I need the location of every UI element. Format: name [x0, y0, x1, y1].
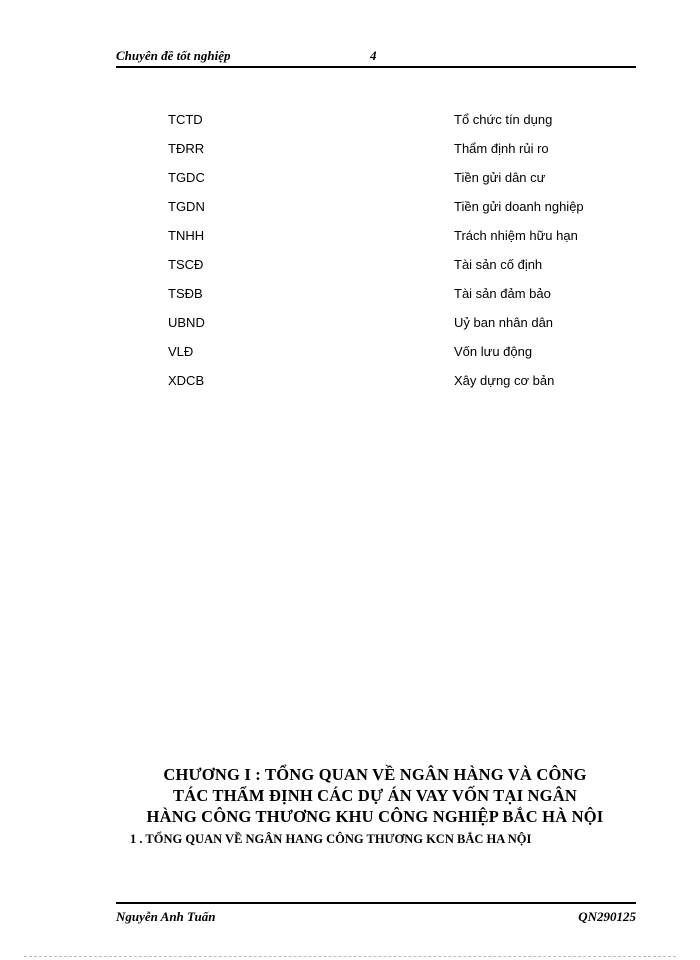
author-name: Nguyễn Anh Tuấn	[116, 909, 216, 924]
abbreviation-row	[168, 315, 608, 344]
abbreviation-meaning: Tài sản cố định	[454, 257, 543, 272]
abbreviation-row	[168, 257, 608, 286]
abbreviation-row	[168, 286, 608, 315]
chapter-heading-line: CHƯƠNG I : TỔNG QUAN VỀ NGÂN HÀNG VÀ CÔNG	[163, 765, 587, 784]
abbreviation-code: VLĐ	[168, 344, 194, 359]
abbreviation-list	[168, 112, 608, 402]
abbreviation-row	[168, 373, 608, 402]
abbreviation-meaning: Vốn lưu động	[454, 344, 533, 359]
page-number: 4	[370, 48, 377, 63]
abbreviation-code: TSCĐ	[168, 257, 204, 272]
abbreviation-meaning: Trách nhiệm hữu hạn	[454, 228, 578, 243]
abbreviation-code: TSĐB	[168, 286, 203, 301]
abbreviation-code: UBND	[168, 315, 205, 330]
abbreviation-meaning: Tài sản đảm bảo	[454, 286, 551, 301]
chapter-heading	[110, 764, 640, 827]
chapter-heading-line: HÀNG CÔNG THƯƠNG KHU CÔNG NGHIỆP BẮC HÀ NỘI	[146, 807, 604, 826]
abbreviation-meaning: Thẩm định rủi ro	[454, 141, 549, 156]
abbreviation-code: TCTD	[168, 112, 203, 127]
abbreviation-row	[168, 228, 608, 257]
abbreviation-code: TĐRR	[168, 141, 205, 156]
abbreviation-row	[168, 170, 608, 199]
abbreviation-row	[168, 344, 608, 373]
abbreviation-code: XDCB	[168, 373, 205, 388]
abbreviation-row	[168, 112, 608, 141]
abbreviation-meaning: Tiền gửi doanh nghiệp	[454, 199, 584, 214]
abbreviation-code: TNHH	[168, 228, 205, 243]
page-bottom-divider	[24, 956, 676, 957]
abbreviation-code: TGDC	[168, 170, 205, 185]
chapter-heading-line: TÁC THẨM ĐỊNH CÁC DỰ ÁN VAY VỐN TẠI NGÂN	[173, 786, 577, 805]
abbreviation-meaning: Tiền gửi dân cư	[454, 170, 546, 185]
abbreviation-row	[168, 199, 608, 228]
page-footer	[116, 902, 636, 926]
page-header	[116, 48, 636, 68]
abbreviation-meaning: Tổ chức tín dụng	[454, 112, 553, 127]
section-heading: 1 . TỔNG QUAN VỀ NGÂN HANG CÔNG THƯƠNG KCN BẮC HA NỘI	[130, 832, 532, 846]
header-title: Chuyên đề tốt nghiệp	[116, 48, 231, 63]
abbreviation-meaning: Xây dựng cơ bản	[454, 373, 555, 388]
abbreviation-code: TGDN	[168, 199, 205, 214]
document-code: QN290125	[578, 909, 636, 924]
abbreviation-meaning: Uỷ ban nhân dân	[454, 315, 554, 330]
abbreviation-row	[168, 141, 608, 170]
